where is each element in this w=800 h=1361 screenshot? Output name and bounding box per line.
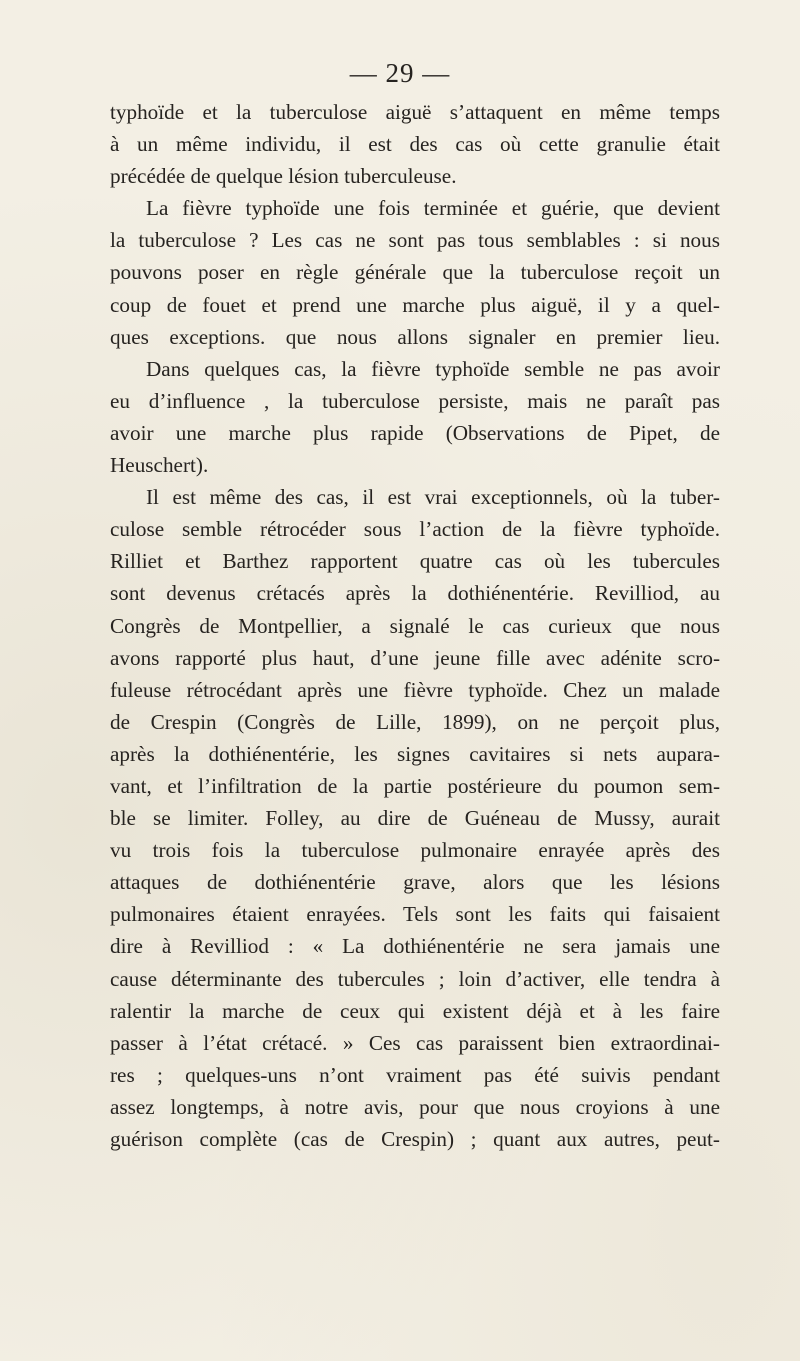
text-line: assez longtemps, à notre avis, pour que nous croyions à une [110, 1094, 720, 1119]
text-line: attaques de dothiénentérie grave, alors que les lésions [110, 870, 720, 895]
text-line: de Crespin (Congrès de Lille, 1899), on ne perçoit plus, [110, 709, 720, 734]
text-line: ble se limiter. Folley, au dire de Guéneau de Mussy, aurait [110, 806, 720, 831]
text-line: dire à Revilliod : « La dothiénentérie ne sera jamais une [110, 934, 720, 959]
text-line: après la dothiénentérie, les signes cavitaires si nets aupara- [110, 741, 720, 766]
text-line: ques exceptions. que nous allons signaler en premier lieu. [110, 324, 720, 349]
text-line: Congrès de Montpellier, a signalé le cas curieux que nous [110, 613, 720, 638]
paragraph-start: Dans quelques cas, la fièvre typhoïde semble ne pas avoir [146, 356, 720, 381]
text-line: guérison complète (cas de Crespin) ; quant aux autres, peut- [110, 1127, 720, 1151]
text-line: coup de fouet et prend une marche plus aiguë, il y a quel- [110, 292, 720, 317]
text-line: fuleuse rétrocédant après une fièvre typhoïde. Chez un malade [110, 677, 720, 702]
text-line: Rilliet et Barthez rapportent quatre cas où les tubercules [110, 549, 720, 574]
text-line: typhoïde et la tuberculose aiguë s’attaquent en même temps [110, 100, 720, 124]
page-number: — 29 — [349, 58, 451, 88]
text-line: avons rapporté plus haut, d’une jeune fille avec adénite scro- [110, 645, 720, 670]
paragraph-start: Il est même des cas, il est vrai exceptionnels, où la tuber- [146, 485, 720, 510]
text-line: à un même individu, il est des cas où cette granulie était [110, 132, 720, 157]
text-line: pouvons poser en règle générale que la tuberculose reçoit un [110, 260, 720, 285]
text-line: ralentir la marche de ceux qui existent déjà et à les faire [110, 998, 720, 1023]
text-line: eu d’influence , la tuberculose persiste, mais ne paraît pas [110, 388, 720, 413]
text-line: culose semble rétrocéder sous l’action de la fièvre typhoïde. [110, 517, 720, 542]
text-line: vu trois fois la tuberculose pulmonaire enrayée après des [110, 838, 720, 863]
text-line: cause déterminante des tubercules ; loin d’activer, elle tendra à [110, 966, 720, 991]
text-line: sont devenus crétacés après la dothiénentérie. Revilliod, au [110, 581, 720, 606]
body-text [110, 96, 720, 1155]
text-line: précédée de quelque lésion tuberculeuse. [110, 164, 457, 189]
text-line: avoir une marche plus rapide (Observations de Pipet, de [110, 420, 720, 445]
paragraph-start: La fièvre typhoïde une fois terminée et guérie, que devient [146, 196, 720, 221]
text-line: vant, et l’infiltration de la partie postérieure du poumon sem- [110, 773, 720, 798]
text-line: la tuberculose ? Les cas ne sont pas tous semblables : si nous [110, 228, 720, 253]
text-line: res ; quelques-uns n’ont vraiment pas été suivis pendant [110, 1062, 720, 1087]
text-line: Heuschert). [110, 453, 209, 478]
text-line: pulmonaires étaient enrayées. Tels sont les faits qui faisaient [110, 902, 720, 927]
text-line: passer à l’état crétacé. » Ces cas paraissent bien extraordinai- [110, 1030, 720, 1055]
